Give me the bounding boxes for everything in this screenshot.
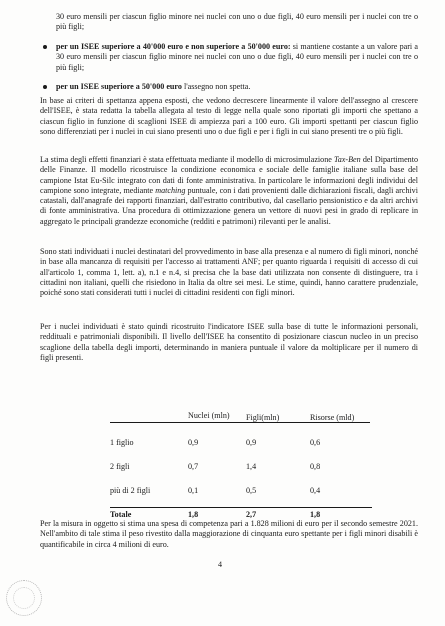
- italic-term: Tax-Ben: [334, 155, 361, 164]
- paragraph-text: del Dipartimento delle Finanze. Il modello ricostruisce la condizione economica e sociale delle famiglie italiane sulla base del campione Istat Eu-Silc integrato con dati di fonte amministrativa. In particolare le informazioni degli individui del campione sono integrate, mediante: [40, 155, 419, 195]
- table-cell: più di 2 figli: [110, 486, 151, 495]
- table-cell: 0,1: [188, 486, 199, 495]
- table-cell: 1,8: [310, 510, 321, 519]
- table-cell: 0,6: [310, 438, 321, 447]
- results-table: [110, 411, 370, 519]
- bullet-item: [56, 82, 418, 92]
- table-header-cell: Nuclei (mln): [188, 411, 230, 420]
- table-cell: 0,5: [246, 486, 257, 495]
- bullet-text: 30 euro mensili per ciascun figlio minore nei nuclei con uno o due figli, 40 euro mensili per i nuclei con tre o più figli;: [56, 12, 418, 32]
- page-number: 4: [218, 560, 223, 569]
- paragraph-recipients: Sono stati individuati i nuclei destinatari del provvedimento in base alla presenza e al numero di figli minori, nonché in base alla mancanza di requisiti per l'accesso ai trattamenti ANF; per quanto riguarda i requisiti di accesso di cui all'articolo 1, comma 1, lett. a), n.1 e n.4, si precisa che la base dati utilizzata non consente di distinguere, tra i cittadini non italiani, quelli che risiedono in Italia da oltre sei mesi. Le stime, quindi, hanno carattere prudenziale, poiché sono stati considerati tutti i nuclei di cittadini residenti con figli minori.: [40, 247, 418, 298]
- table-row: [110, 447, 370, 471]
- bullet-bold: per un ISEE superiore a 50'000 euro: [56, 82, 182, 91]
- table-cell: 2,7: [246, 510, 257, 519]
- paragraph-expenditure: Per la misura in oggetto si stima una spesa di competenza pari a 1.828 milioni di euro per il secondo semestre 2021. Nell'ambito di tale stima il peso rivestito dalla maggiorazione di cinquanta euro spettante per i figli minori disabili è quantificabile in circa 4 milioni di euro.: [40, 519, 418, 549]
- table-bottom-rule: [110, 507, 372, 508]
- paragraph-text: puntuale, con i dati provenienti dalle dichiarazioni fiscali, dagli archivi catastali, dall'anagrafe dei rapporti finanziari, dall'estratto contributivo, dal casellario pensionistico e da altri archivi di fonte amministrativa. Una procedura di ottimizzazione genera un vettore di nuovi pesi in grado di replicare in aggregato le principali grandezze economiche (redditi e patrimoni) rilevanti per le analisi.: [40, 185, 418, 226]
- table-header-cell: Figli(mln): [246, 412, 280, 422]
- bullet-text: si mantiene costante a un valore pari a 30 euro mensili per ciascun figlio minore nei nuclei con uno o due figli, 40 euro mensili per i nuclei con tre o più figli;: [56, 42, 418, 72]
- table-cell: Totale: [110, 510, 132, 519]
- table-header-row: [110, 411, 370, 422]
- bullet-icon: [43, 85, 47, 89]
- bullet-text: l'assegno non spetta.: [181, 82, 251, 91]
- table-cell: 0,7: [188, 462, 199, 471]
- table-cell: 0,4: [310, 486, 321, 495]
- table-cell: 1,8: [188, 510, 199, 519]
- paragraph-isee: Per i nuclei individuati è stato quindi ricostruito l'indicatore ISEE sulla base di tutte le informazioni personali, reddituali e patrimoniali disponibili. Il livello dell'ISEE ha consentito di posizionare ciascun nucleo in un preciso scaglione della tabella degli importi, determinando in maniera puntuale il valore da moltiplicare per il numero di figli presenti.: [40, 322, 418, 362]
- bullet-bold: per un ISEE superiore a 40'000 euro e non superiore a 50'000 euro:: [56, 42, 291, 51]
- seal-stamp-icon: [6, 580, 42, 616]
- paragraph-criteria: In base ai criteri di spettanza appena esposti, che vedono decrescere linearmente il valore dell'assegno al crescere dell'ISEE, è stata redatta la tabella allegata al testo di legge nella quale sono riportati gli importi che spettano a ciascun figlio in funzione di scaglioni ISEE di ampiezza pari a 100 euro. Gli importi spettanti per ciascun figlio sono differenziati per i nuclei in cui siano presenti uno o due figli e per i figli in cui siano presenti tre o più figli.: [40, 96, 418, 136]
- table-row: [110, 422, 370, 447]
- table-cell: 1,4: [246, 462, 257, 471]
- table-cell: 0,8: [310, 462, 321, 471]
- paragraph-text: La stima degli effetti finanziari è stata effettuata mediante il modello di microsimulazione: [40, 155, 334, 164]
- table-cell: 2 figli: [110, 462, 130, 471]
- bullet-icon: [43, 45, 47, 49]
- bullet-item: [56, 12, 418, 33]
- bullet-item: [56, 42, 418, 73]
- table-cell: 0,9: [246, 438, 257, 447]
- table-cell: 0,9: [188, 438, 199, 447]
- paragraph-estimate-method: [40, 155, 418, 227]
- table-cell: 1 figlio: [110, 438, 134, 447]
- table-row: [110, 471, 370, 495]
- italic-term: matching: [155, 185, 186, 195]
- table-header-cell: [110, 411, 188, 422]
- table-header-cell: Risorse (mld): [310, 412, 355, 422]
